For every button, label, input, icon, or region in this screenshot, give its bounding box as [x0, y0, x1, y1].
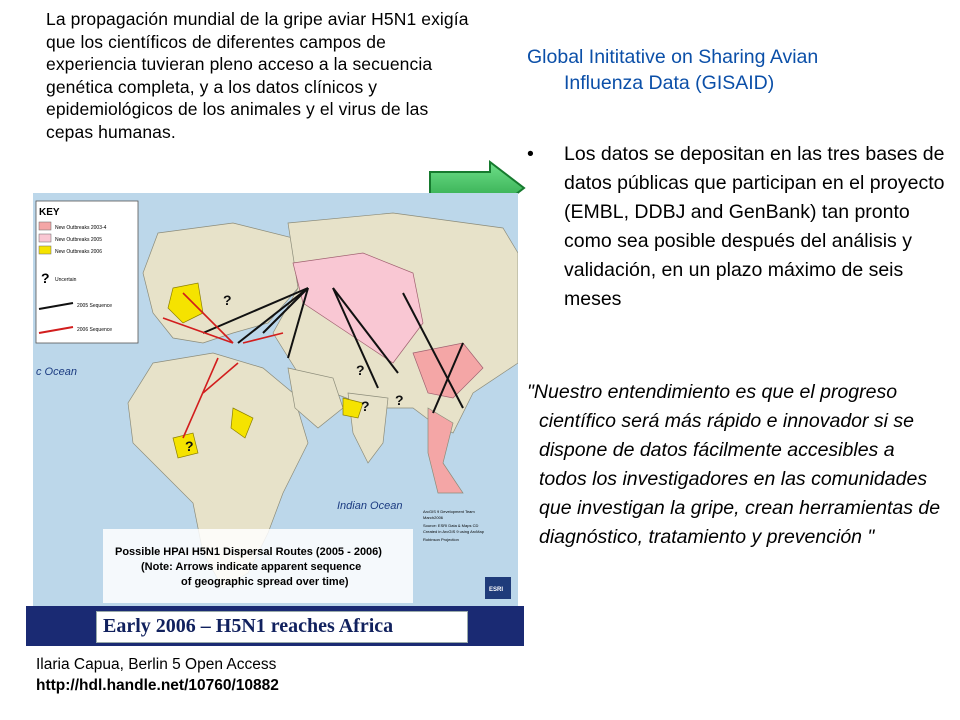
credit-name: Ilaria Capua, Berlin 5 Open Access [36, 656, 277, 673]
map-credit-5: Robinson Projection [423, 537, 459, 542]
map-credit-4: Created in ArcGIS 9 using ArcMap [423, 529, 484, 534]
africa-banner-box [96, 611, 468, 643]
legend-label-2006: New Outbreaks 2006 [55, 249, 102, 255]
legend-swatch-2003 [39, 222, 51, 230]
map-caption-line-3: of geographic spread over time) [181, 576, 349, 588]
africa-banner-text: Early 2006 – H5N1 reaches Africa [103, 615, 394, 637]
map-key-box [36, 201, 138, 343]
gisaid-line-2: Influenza Data (GISAID) [564, 72, 775, 94]
map-credit-3: Source: ESRI Data & Maps CD [423, 523, 479, 528]
map-credit-2: March2006 [423, 515, 444, 520]
credit-url[interactable]: http://hdl.handle.net/10760/10882 [36, 677, 279, 694]
bullet-text: Los datos se depositan en las tres bases de datos públicas que participan en el proyecto (EMBL, DDBJ and GenBank) tan pronto como sea posible después del análisis y validación, en un plazo máximo de seis meses [564, 143, 945, 310]
map-caption-line-2: (Note: Arrows indicate apparent sequence [141, 561, 362, 573]
intro-paragraph: La propagación mundial de la gripe aviar H5N1 exigía que los científicos de diferentes campos de experiencia tuvieran pleno acceso a la secuencia genética completa, y a los datos clínicos y epidemiológicos de los animales y el virus de las cepas humanas. [46, 9, 469, 142]
uncertain-mark-5: ? [223, 292, 232, 308]
source-credit [36, 654, 279, 696]
gisaid-heading [527, 44, 947, 96]
legend-uncertain-mark: ? [41, 270, 50, 286]
bullet-point [527, 140, 947, 314]
legend-label-2005: New Outbreaks 2005 [55, 237, 102, 243]
map-caption-line-1: Possible HPAI H5N1 Dispersal Routes (2005 - 2006) [115, 546, 382, 558]
legend-label-2003: New Outbreaks 2003-4 [55, 225, 107, 231]
legend-swatch-2006 [39, 246, 51, 254]
legend-label-uncertain: Uncertain [55, 277, 77, 283]
legend-label-2006-seq: 2006 Sequence [77, 327, 113, 333]
uncertain-mark-1: ? [356, 362, 365, 378]
map-credit-1: ArcGIS 9 Development Team [423, 509, 475, 514]
uncertain-mark-3: ? [395, 392, 404, 408]
legend-swatch-2005 [39, 234, 51, 242]
africa-banner [26, 606, 524, 646]
esri-logo-text: ESRI [489, 587, 504, 593]
h5n1-dispersal-map [33, 193, 518, 607]
label-indian-ocean: Indian Ocean [337, 500, 403, 512]
uncertain-mark-2: ? [361, 398, 370, 414]
legend-label-2005-seq: 2005 Sequence [77, 303, 113, 309]
quote-text: "Nuestro entendimiento es que el progreso científico será más rápido e innovador si se dispone de datos fácilmente accesibles a todos los investigadores en las comunidades que investigan la gripe, crean herramientas de diagnóstico, tratamiento y prevención " [527, 381, 941, 548]
map-key-title: KEY [39, 207, 60, 218]
bullet-marker: • [527, 143, 534, 165]
uncertain-mark-4: ? [185, 438, 194, 454]
quote-block [527, 378, 947, 552]
gisaid-line-1: Global Inititative on Sharing Avian [527, 46, 819, 68]
label-c-ocean: c Ocean [36, 366, 77, 378]
